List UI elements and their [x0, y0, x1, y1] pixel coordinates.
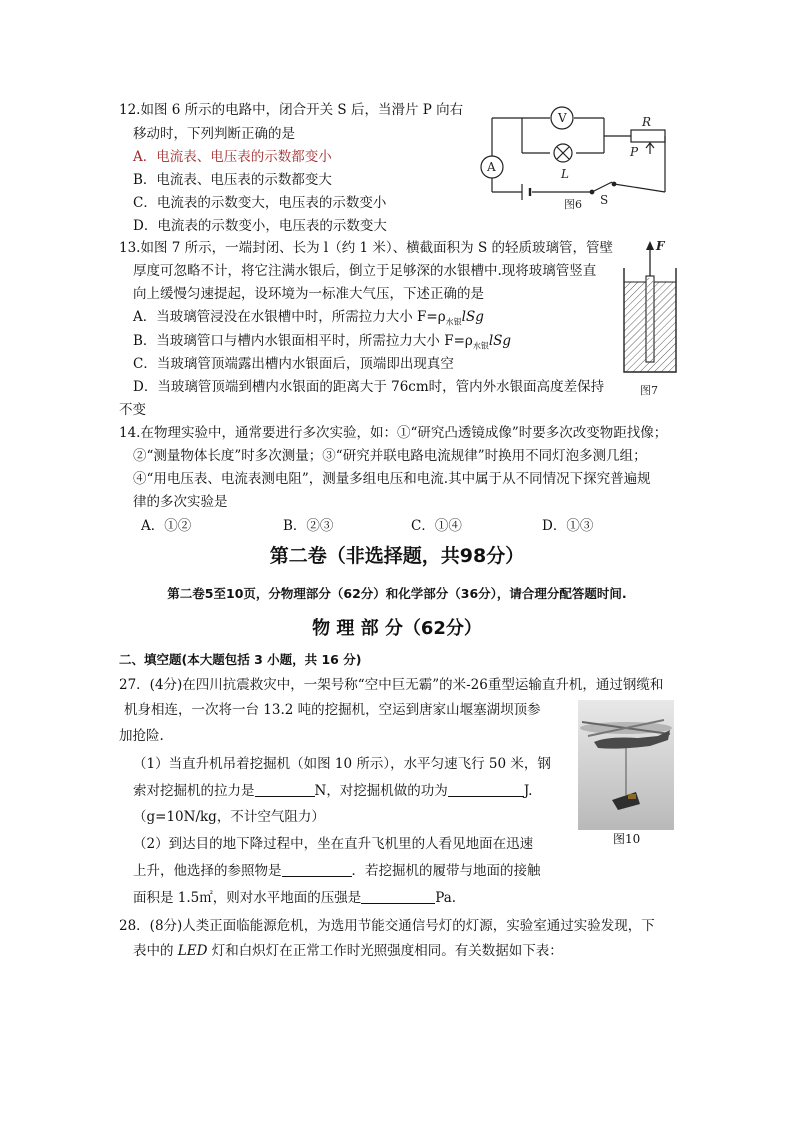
- q13-stem-line2: 厚度可忽略不计，将它注满水银后，倒立于足够深的水银槽中.现将玻璃管竖直: [133, 263, 597, 279]
- q27-part1-line3: （g=10N/kg，不计空气阻力）: [133, 809, 325, 825]
- q13-option-a: [133, 307, 484, 333]
- q13-option-d-line1: D．当玻璃管顶端到槽内水银面的距离大于 76cm时，管内外水银面高度差保持: [133, 379, 605, 395]
- q27-part2-text-d: Pa.: [435, 890, 457, 906]
- q13-stem-line1: 13.如图 7 所示，一端封闭、长为 l（约 1 米）、横截面积为 S 的轻质玻璃管，管壁: [119, 240, 614, 256]
- q28-text-b: 灯和白炽灯在正常工作时光照强度相同。有关数据如下表：: [207, 943, 563, 959]
- q13-option-b-text: B．当玻璃管口与槽内水银面相平时，所需拉力大小 F=ρ: [133, 333, 473, 349]
- q14-option-c: C．①④: [411, 518, 462, 534]
- q14-stem-line2: ②“测量物体长度”时多次测量；③“研究并联电路电流规律”时换用不同灯泡多测几组；: [133, 448, 647, 464]
- q14-option-b: B．②③: [283, 518, 334, 534]
- q27-stem-line3: 加抢险.: [119, 728, 164, 744]
- q14-option-d: D．①③: [542, 518, 594, 534]
- q14-stem-line3: ④“用电压表、电流表测电阻”，测量多组电压和电流.其中属于从不同情况下探究普遍规: [133, 471, 651, 487]
- q13-option-c: C．当玻璃管顶端露出槽内水银面后，顶端即出现真空: [133, 356, 454, 372]
- q27-part2-line3: [133, 888, 456, 908]
- q28-text-a: 表中的: [133, 943, 178, 959]
- q28-led-term: LED: [177, 943, 208, 959]
- fill-blank-section-title: 二、填空题(本大题包括 3 小题，共 16 分): [119, 652, 362, 667]
- switch-label: S: [600, 193, 609, 207]
- circuit-diagram-figure6: [474, 98, 674, 216]
- q27-stem-line1: 27．(4分)在四川抗震救灾中，一架号称“空中巨无霸”的米-26重型运输直升机，通过钢缆和: [119, 677, 664, 693]
- slider-label: P: [630, 145, 639, 159]
- voltmeter-label: V: [558, 111, 567, 125]
- work-answer-blank[interactable]: [448, 782, 524, 797]
- q13-option-a-subscript: 水银: [445, 317, 462, 327]
- q27-part2-text-a: 上升，他选择的参照物是: [133, 863, 282, 879]
- q12-option-a: A．电流表、电压表的示数都变小: [133, 149, 332, 165]
- q27-part1-line1: （1）当直升机吊着挖掘机（如图 10 所示），水平匀速飞行 50 米，钢: [133, 756, 551, 772]
- q13-stem-line3: 向上缓慢匀速提起，设环境为一标准大气压，下述正确的是: [133, 286, 484, 302]
- q28-stem-line1: 28．(8分)人类正面临能源危机，为选用节能交通信号灯的灯源，实验室通过实验发现，下: [119, 918, 655, 934]
- q27-part1-text-a: 索对挖掘机的拉力是: [133, 783, 255, 799]
- q27-part1-line2: [133, 781, 532, 801]
- ammeter-label: A: [487, 160, 496, 174]
- tension-answer-blank[interactable]: [255, 782, 315, 797]
- q28-stem-line2: [133, 941, 563, 961]
- q13-option-a-formula: lSg: [461, 309, 484, 325]
- lamp-label: L: [561, 167, 569, 181]
- q12-stem-line1: 12.如图 6 所示的电路中，闭合开关 S 后，当滑片 P 向右: [119, 102, 464, 118]
- helicopter-illustration: [578, 700, 674, 830]
- q13-option-b-subscript: 水银: [472, 341, 489, 351]
- q27-part2-text-c: 面积是 1.5㎡，则对水平地面的压强是: [133, 890, 362, 906]
- pressure-answer-blank[interactable]: [361, 889, 435, 904]
- physics-section-title: 物 理 部 分（62分）: [312, 618, 482, 639]
- part2-note: 第二卷5至10页，分物理部分（62分）和化学部分（36分），请合理分配答题时间.: [167, 586, 627, 601]
- q13-option-b: [133, 331, 511, 357]
- reference-frame-answer-blank[interactable]: [282, 862, 352, 877]
- q27-part2-line1: （2）到达目的地下降过程中，坐在直升飞机里的人看见地面在迅速: [133, 836, 534, 852]
- q27-stem-line2: 机身相连，一次将一台 13.2 吨的挖掘机，空运到唐家山堰塞湖坝顶参: [124, 702, 541, 718]
- part2-title: 第二卷（非选择题，共98分）: [269, 545, 525, 567]
- q12-stem-line2: 移动时，下列判断正确的是: [133, 126, 295, 142]
- q12-option-b: B．电流表、电压表的示数都变大: [133, 172, 332, 188]
- q27-part1-text-b: N，对挖掘机做的功为: [314, 783, 448, 799]
- q27-part2-text-b: ．若挖掘机的履带与地面的接触: [351, 863, 541, 879]
- q12-option-c: C．电流表的示数变大，电压表的示数变小: [133, 195, 387, 211]
- force-label: F: [656, 239, 665, 253]
- q14-stem-line4: 律的多次实验是: [133, 494, 228, 510]
- q12-option-d: D．电流表的示数变小，电压表的示数变大: [133, 218, 387, 234]
- figure7-caption: 图7: [640, 384, 658, 397]
- resistor-label: R: [642, 115, 652, 129]
- q14-option-a: A．①②: [141, 518, 192, 534]
- mercury-tube-figure7: [618, 238, 682, 400]
- q27-part2-line2: [133, 861, 541, 881]
- q27-part1-text-c: J.: [523, 783, 533, 799]
- figure10-caption: 图10: [613, 832, 641, 846]
- helicopter-photo-figure10: [578, 700, 674, 830]
- q13-option-a-text: A．当玻璃管浸没在水银槽中时，所需拉力大小 F=ρ: [133, 309, 446, 325]
- q13-option-d-line2: 不变: [119, 402, 146, 418]
- q13-option-b-formula: lSg: [488, 333, 512, 349]
- q14-stem-line1: 14.在物理实验中，通常要进行多次实验，如：①“研究凸透镜成像”时要多次改变物距找像；: [119, 425, 668, 441]
- figure6-caption: 图6: [564, 198, 582, 211]
